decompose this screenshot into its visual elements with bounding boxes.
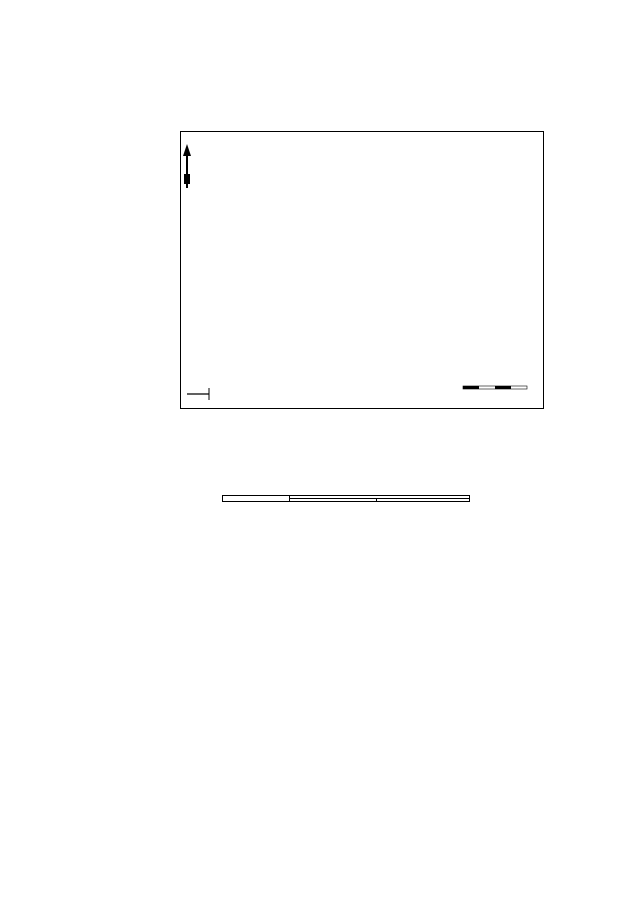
header-point <box>223 496 290 502</box>
header-lat <box>290 499 377 502</box>
header-lon <box>377 499 470 502</box>
boundary-map <box>180 131 544 409</box>
coordinates-table <box>222 495 470 502</box>
scale-bar <box>463 386 527 389</box>
map-canvas <box>181 132 545 410</box>
legend <box>187 388 209 400</box>
north-arrow-icon <box>183 144 191 188</box>
